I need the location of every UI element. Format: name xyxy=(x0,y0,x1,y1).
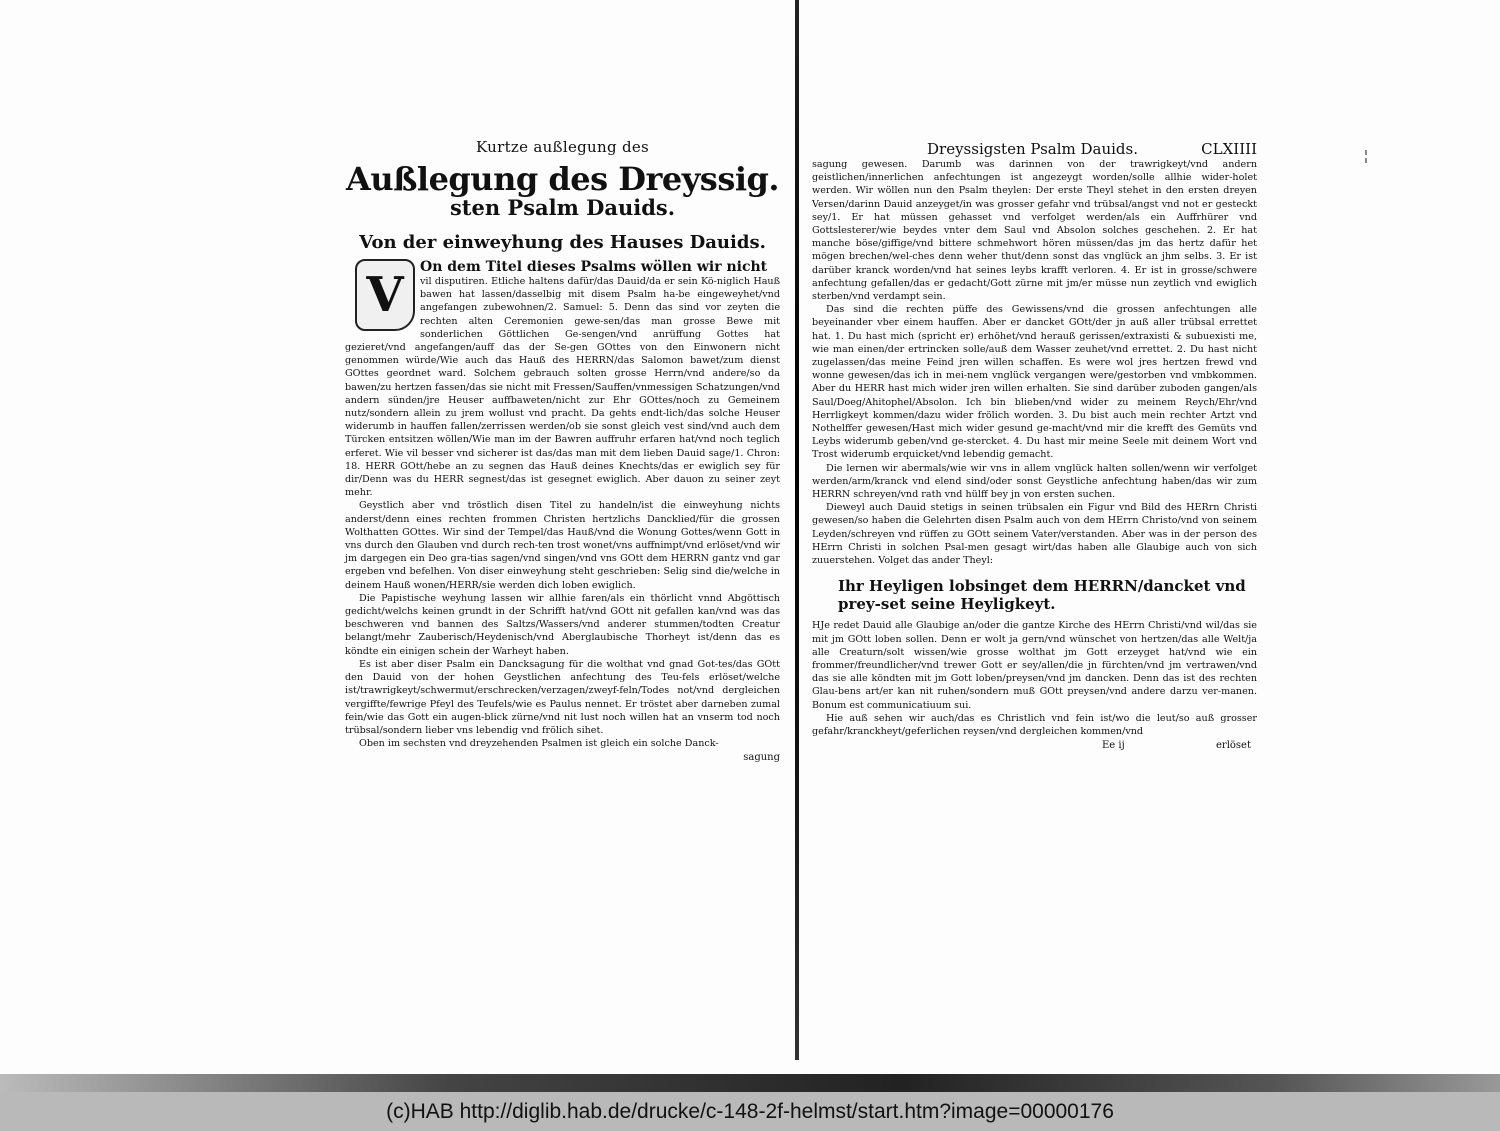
psalm-verse: Ihr Heyligen lobsinget dem HERRN/dancket vnd prey-set seine Heyligkeyt. xyxy=(838,577,1246,614)
section-heading: Von der einweyhung des Hauses Dauids. xyxy=(359,232,766,253)
signature-mark: Ee ij xyxy=(1102,740,1125,752)
signature-line xyxy=(812,740,1257,751)
running-head xyxy=(812,140,1257,158)
paragraph: Das sind die rechten püffe des Gewissens/vnd die grossen anfechtungen alle beyeinander vber einem hauffen. Aber er dancket GOtt/der jn auß aller trübsal errettet hat. 1. Du hast mich (spricht er) erhöhet/vnd herauß gerissen/extraxisti & subuexisti me, wie man einen/der ertrincken solle/auß dem Wasser zeuhet/vnd errettet. 2. Du hast nicht zugelassen/das meine Feind jren willen schaffen. Es were wol jres hertzen frewd vnd wonne gewesen/das ich in mei-nem vnglück vergangen were/gestorben vnd vmbkommen. Aber du HERR hast mich wider jren willen erhalten. Sie sind darüber zuboden gangen/als Saul/Doeg/Ahitophel/Absolon. Ich bin blieben/vnd wider zu meinem Reych/Ehr/vnd Herrligkeyt kommen/dazu wider frölich worden. 3. Du bist auch mein rechter Artzt vnd Nothelffer gewesen/Hast mich wider gesund ge-macht/vnd mir die krefft des Gemüts vnd Leybs widerumb geben/vnd ge-stercket. 4. Du hast mir meine Seele mit deinem Wort vnd Trost widerumb erquicket/vnd lebendig gemacht. xyxy=(812,304,1257,461)
first-line: On dem Titel dieses Psalms wöllen wir nicht xyxy=(420,259,768,275)
paragraph: sagung gewesen. Darumb was darinnen von der trawrigkeyt/vnd andern geistlichen/innerlichen anfechtungen ist angezeygt worden/solle allhie wider-holet werden. Wir wöllen nun den Psalm theylen: Der erste Theyl stehet in den ersten dreyen Versen/darinn Dauid anzeyget/in was grosser gefahr vnd trübsal/angst vnd not er gesteckt sey/1. Er hat müssen gehasset vnd verfolget werden/als ein Auffrhürer vnd Gottslesterer/wie beydes vnter dem Saul vnd Absolon solches geschehen. 2. Er hat manche böse/giffige/vnd bittere schmehwort hören müssen/das jm das hertz dafür het mögen brechen/wel-ches denn weher thut/denn sonst das vnglück an jhm selbs. 3. Er ist darüber kranck worden/vnd hat seines leybs krafft verloren. 4. Er ist in grosse/schwere anfechtung gefallen/das er gedacht/Gott zürne mit jm/er müsse nun zeytlich vnd ewiglich sterben/vnd verdampt sein. xyxy=(812,159,1257,303)
paragraph: vil disputiren. Etliche haltens dafür/das Dauid/da er sein Kö-niglich Hauß bawen hat lassen/dasselbig mit disem Psalm ha-be eingeweyhet/vnd angefangen zubewohnen/2. Samuel: 5. Denn das sind vor zeyten die rechten alten Ceremonien gewe-sen/das man grosse Bewe mit sonderlichen Göttlichen Ge-sengen/vnd anrüffung Gottes hat gezieret/vnd angefangen/auff das der Se-gen GOttes von den Einwonern nicht genommen würde/Wie auch das Hauß des HERRN/das Salomon bawet/zum dienst GOttes geordnet ward. Solchem gebrauch solten grosse Herrn/vnd andere/so da bawen/zu hertzen fassen/das sie nicht mit Fressen/Sauffen/vnmessigen Schatzungen/vnd andern sünden/jre Heuser auffbaweten/nicht zur Ehr GOttes/noch zu Gemeinem nutz/sondern allein zu jrem wollust vnd pracht. Da gehts endt-lich/das solche Heuser widerumb in hauffen fallen/zerrissen werden/ob sie sonst gleich vest sind/vnd auch dem Türcken entsitzen wöllen/Wie man im der Bawren auffruhr erfaren hat/vnd noch teglich erferet. Wie vil besser vnd sicherer ist das/das man mit dem lieben Dauid sage/1. Chron: 18. HERR GOtt/hebe an zu segnen das Hauß deines Knechts/das er ewiglich sey für dir/Denn was du HERR segnest/das ist gesegnet ewiglich. Aber dauon zu seiner zeyt mehr. xyxy=(345,276,780,499)
catchword: sagung xyxy=(743,752,780,764)
paragraph: Oben im sechsten vnd dreyzehenden Psalmen ist gleich ein solche Danck- xyxy=(359,738,719,750)
copyright-footer: (c)HAB http://diglib.hab.de/drucke/c-148-2f-helmst/start.htm?image=00000176 xyxy=(0,1092,1500,1131)
paragraph: Dieweyl auch Dauid stetigs in seinen trübsalen ein Figur vnd Bild des HERrn Christi gewesen/so haben die Gelehrten disen Psalm auch von dem HErrn Christo/vnd von seinem Leyden/schreyen vnd rüffen zu GOtt seinem Vater/verstanden. Aber was in der person des HErrn Christi in solchen Psal-men gesagt wirt/das haben alle Glaubige auch von sich zuuerstehen. Volget das ander Theyl: xyxy=(812,502,1257,567)
folio-number: CLXIIII xyxy=(1201,140,1257,158)
paragraph: Die Papistische weyhung lassen wir allhie faren/als ein thörlicht vnnd Abgöttisch gedicht/welchs keinen grundt in der Schrifft hat/vnd GOtt nit gefallen kan/vnd was das beschweren vnd bannen des Saltzs/Wassers/vnd anderer stummen/todten Creatur belangt/mehr Zauberisch/Heydenisch/vnd Aberglaubische Thorheyt ist/denn das es köndte ein einigen schein der Warheyt haben. xyxy=(345,592,780,657)
paragraph: HJe redet Dauid alle Glaubige an/oder die gantze Kirche des HErrn Christi/vnd wil/das sie mit jm GOtt loben sollen. Denn er wolt ja gern/vnd wünschet von hertzen/das alle Welt/ja alle Creaturn/solt wissen/wie grosse wolthat jm Gott erzeyget hat/vnd wie ein frommer/freundlicher/vnd trewer Gott er sey/allen/die jn fürchten/vnd jm vertrawen/vnd das sie alle köndten mit jm Gott loben/preysen/vnd jm dancken. Denn das ist des rechten Glau-bens art/er kan nit ruhen/sondern muß GOtt preysen/vnd andere darzu ver-manen. Bonum est communicatiuum sui. xyxy=(812,620,1257,711)
page-title: Außlegung des Dreyssig. xyxy=(346,160,779,198)
running-head: Kurtze außlegung des xyxy=(475,138,650,156)
running-head-title: Dreyssigsten Psalm Dauids. xyxy=(927,140,1138,158)
catchword: erlöset xyxy=(1216,740,1251,752)
paragraph: Geystlich aber vnd tröstlich disen Titel zu handeln/ist die einweyhung nichts anderst/denn eines rechten frommen Christen hertzlichs Dancklied/für die grossen Wolthatten GOttes. Wir sind der Tempel/das Hauß/vnd die Wonung Gottes/wenn Gott in vns durch den Glauben vnd durch rech-ten trost wonet/vns auffnimpt/vnd erlöset/vnd wir jm dargegen ein Deo gra-tias sagen/vnd singen/vnd vns GOtt dem HERRN gantz vnd gar ergeben vnd befelhen. Von diser einweyhung steht geschrieben: Selig sind die/welche in deinem Hauß wonen/HERR/sie werden dich loben ewiglich. xyxy=(345,500,780,591)
left-page xyxy=(345,138,780,763)
paragraph: Die lernen wir abermals/wie wir vns in allem vnglück halten sollen/wenn wir verfolget werden/arm/kranck vnd elend sind/oder sonst Geystliche anfechtung haben/das wir zum HERRN schreyen/vnd rath vnd hülff bey jn von ersten suchen. xyxy=(812,462,1257,501)
book-gutter xyxy=(790,0,804,1060)
dropcap-initial: V xyxy=(355,259,415,331)
paragraph: Hie auß sehen wir auch/das es Christlich vnd fein ist/wo die leut/so auß grosser gefahr/kranckheyt/geferlichen reysen/vnd dergleichen kommen/vnd xyxy=(812,712,1257,737)
paragraph: Es ist aber diser Psalm ein Dancksagung für die wolthat vnd gnad Got-tes/das GOtt den Dauid von der hohen Geystlichen anfechtung des Teu-fels erlöset/welche ist/trawrigkeyt/schwermut/erschrecken/verzagen/zweyf-feln/Todes not/vnd dergleichen vergiffte/fewrige Pfeyl des Teufels/wie es Paulus nennet. Er tröstet aber darneben zumal fein/wie das Gott ein augen-blick zürne/vnd nit lust noch willen hat an vnserm tod noch trübsal/sondern lieber vns lebendig vnd frölich sihet. xyxy=(345,658,780,736)
book-bottom-edge xyxy=(0,1074,1500,1092)
page-subtitle: sten Psalm Dauids. xyxy=(449,195,676,220)
right-page xyxy=(812,140,1257,751)
margin-mark xyxy=(1360,150,1372,164)
